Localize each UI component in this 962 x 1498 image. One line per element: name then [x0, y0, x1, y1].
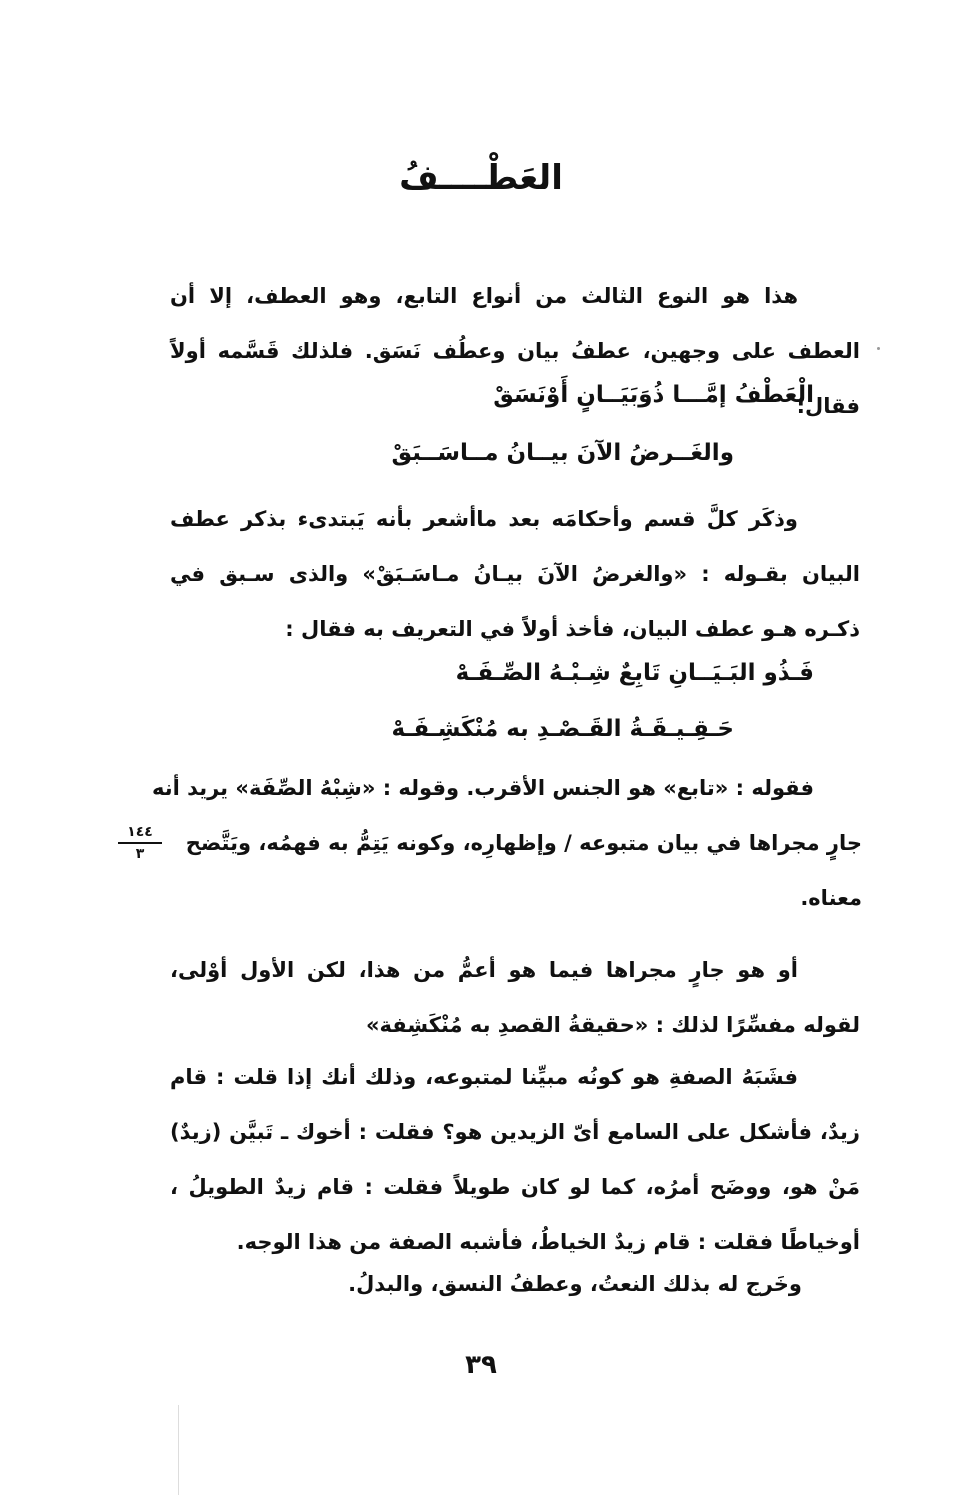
folio-divider: [118, 842, 162, 844]
paragraph-example: فشَبَهُ الصفةِ هو كونُه مبيِّنا لمتبوعه، وذلك أنك إذا قلت : قام زيدٌ، فأشكل على السامع أىّ الزيدين هو؟ فقلت : أخوك ـ تَبيَّن (زيدٌ) مَنْ هو، ووضَح أمرُه، كما لو كان طويلاً فقلت : قام زيدٌ الطويلُ ، أوخياطًا فقلت : قام زيدٌ الخياطُ، فأشبه الصفة من هذا الوجه.: [170, 1065, 860, 1254]
paragraph-alternative: أو هو جارٍ مجراها فيما هو أعمُّ من هذا، لكن الأول أوْلى، لقوله مفسِّرًا لذلك : «حقيقةُ القصدِ به مُنْكَشِفة»: [170, 958, 860, 1037]
chapter-title: العَطْــــفُ: [399, 158, 563, 198]
verse-2-first-hemistich: فَـذُو البَـيَــانِ تَابِعٌ شِـبْـهُ الصِّـفَـهْ: [455, 660, 814, 686]
verse-1-first-hemistich: الْعَطْفُ إمَّـــا ذُوَبَيَــانٍ أَوْنَسَقْ: [493, 382, 814, 408]
folio-number: ١٤٤: [127, 824, 153, 840]
verse-2-second-hemistich: حَـقِـيـقَـةُ القَـصْـدِ به مُنْكَشِـفَـهْ: [391, 716, 734, 742]
paragraph-commentary-line-2: جارٍ مجراها في بيان متبوعه / وإظهارِه، وكونه يَتِمُّ به فهمُه، ويَتَّضح: [185, 831, 862, 855]
page-number: ٣٩: [465, 1350, 497, 1380]
verse-1-second-hemistich: والغَــرضُ الآنَ بيــانُ مــاسَــبَقْ: [391, 440, 734, 466]
scan-edge-mark: [178, 1405, 179, 1495]
scan-speck: [877, 347, 880, 350]
paragraph-commentary-line-3: معناه.: [800, 886, 862, 910]
paragraph-commentary-line-1: فقوله : «تابع» هو الجنس الأقرب. وقوله : «شِبْهُ الصِّفَة» يريد أنه: [151, 776, 814, 800]
paragraph-intro: هذا هو النوع الثالث من أنواع التابع، وهو العطف، إلا أن العطف على وجهين، عطفُ بيان وعطُف نَسَق. فلذلك قَسَّمه أولاً فقال:: [170, 284, 860, 418]
paragraph-explanation: وذكَر كلَّ قسم وأحكامَه بعد ماأشعر بأنه يَبتدىء بذكر عطف البيان بقـوله : «والغرضُ الآنَ بيـانُ مـاسَـبَقْ» والذى سـبق في ذكـره هـو عطف البيان، فأخذ أولاً في التعريف به فقال :: [170, 507, 860, 641]
paragraph-conclusion: وخَرج له بذلك النعتُ، وعطفُ النسق، والبدلُ.: [348, 1272, 802, 1296]
manuscript-folio-marker: [118, 824, 162, 862]
folio-side: ٣: [135, 846, 145, 862]
